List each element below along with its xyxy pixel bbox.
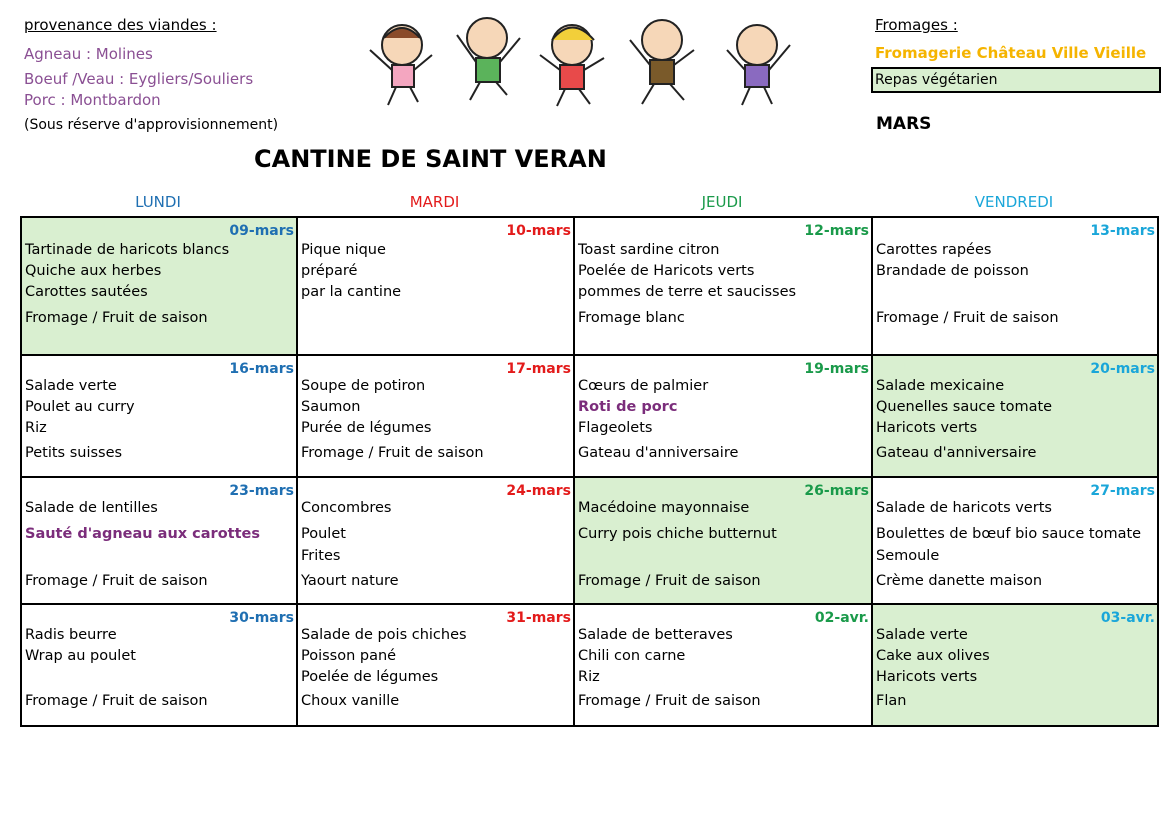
menu-cell-vendredi	[872, 477, 1158, 604]
menu-cell-lundi	[21, 355, 297, 477]
menu-cell-jeudi	[574, 604, 872, 726]
menu-date: 26-mars	[804, 483, 869, 499]
menu-item: Poulet au curry	[25, 399, 135, 415]
week-row	[21, 477, 1158, 604]
week-row	[21, 604, 1158, 726]
menu-cell-mardi	[297, 217, 574, 355]
menu-item: Haricots verts	[876, 420, 978, 436]
menu-item: préparé	[301, 263, 358, 279]
menu-item: Tartinade de haricots blancs	[25, 242, 230, 258]
menu-date: 03-avr.	[1100, 610, 1155, 626]
menu-item: Poulet	[301, 526, 346, 542]
menu-date: 10-mars	[506, 223, 571, 239]
menu-item: Macédoine mayonnaise	[578, 500, 750, 516]
menu-item: Flan	[876, 693, 907, 709]
menu-cell-vendredi	[872, 604, 1158, 726]
menu-item: Curry pois chiche butternut	[578, 526, 777, 542]
menu-item: Radis beurre	[25, 627, 117, 643]
menu-item: Cake aux olives	[876, 648, 990, 664]
menu-date: 16-mars	[229, 361, 294, 377]
menu-item: Purée de légumes	[301, 420, 432, 436]
menu-item: Fromage / Fruit de saison	[876, 310, 1059, 326]
menu-item: Fromage / Fruit de saison	[25, 693, 208, 709]
menu-item: Cœurs de palmier	[578, 378, 709, 394]
menu-item: Quenelles sauce tomate	[876, 399, 1053, 415]
meat-origin-boeuf: Boeuf /Veau : Eygliers/Souliers	[24, 70, 254, 88]
menu-item: Fromage / Fruit de saison	[578, 693, 761, 709]
menu-item: Poelée de Haricots verts	[578, 263, 755, 279]
menu-date: 09-mars	[229, 223, 294, 239]
menu-item: Wrap au poulet	[25, 648, 136, 664]
menu-date: 30-mars	[229, 610, 294, 626]
menu-item: Gateau d'anniversaire	[578, 445, 739, 461]
menu-cell-mardi	[297, 604, 574, 726]
menu-cell-vendredi	[872, 355, 1158, 477]
menu-cell-mardi	[297, 477, 574, 604]
menu-date: 27-mars	[1090, 483, 1155, 499]
kids-illustration	[362, 10, 802, 110]
menu-item: Fromage / Fruit de saison	[25, 573, 208, 589]
menu-item: Concombres	[301, 500, 392, 516]
menu-item: Boulettes de bœuf bio sauce tomate	[876, 526, 1142, 542]
meat-origin-porc: Porc : Montbardon	[24, 91, 161, 109]
vegetarian-legend: Repas végétarien	[871, 67, 1161, 93]
menu-item: Carottes sautées	[25, 284, 148, 300]
menu-item: Choux vanille	[301, 693, 400, 709]
day-header-jeudi: JEUDI	[701, 193, 743, 211]
day-header-lundi: LUNDI	[135, 193, 181, 211]
menu-item: Salade de haricots verts	[876, 500, 1052, 516]
menu-item: Salade de pois chiches	[301, 627, 467, 643]
menu-cell-lundi	[21, 217, 297, 355]
menu-cell-lundi	[21, 604, 297, 726]
menu-item: Riz	[25, 420, 47, 436]
menu-item: Petits suisses	[25, 445, 123, 461]
menu-item: Salade verte	[876, 627, 968, 643]
provenance-title: provenance des viandes :	[24, 16, 217, 34]
menu-cell-jeudi	[574, 217, 872, 355]
menu-date: 20-mars	[1090, 361, 1155, 377]
menu-date: 02-avr.	[814, 610, 869, 626]
menu-item: Sauté d'agneau aux carottes	[25, 526, 260, 542]
menu-item: Brandade de poisson	[876, 263, 1029, 279]
menu-cell-jeudi	[574, 477, 872, 604]
menu-item: Salade de lentilles	[25, 500, 158, 516]
menu-item: Chili con carne	[578, 648, 686, 664]
menu-item: pommes de terre et saucisses	[578, 284, 797, 300]
day-header-mardi: MARDI	[409, 193, 460, 211]
menu-date: 24-mars	[506, 483, 571, 499]
menu-date: 17-mars	[506, 361, 571, 377]
menu-item: Salade verte	[25, 378, 117, 394]
menu-item: Fromage blanc	[578, 310, 685, 326]
menu-cell-lundi	[21, 477, 297, 604]
menu-item: Soupe de potiron	[301, 378, 426, 394]
menu-item: Carottes rapées	[876, 242, 992, 258]
menu-item: Flageolets	[578, 420, 653, 436]
menu-cell-vendredi	[872, 217, 1158, 355]
menu-item: Fromage / Fruit de saison	[578, 573, 761, 589]
menu-cell-mardi	[297, 355, 574, 477]
day-header-vendredi: VENDREDI	[974, 193, 1054, 211]
menu-item: Poisson pané	[301, 648, 397, 664]
week-row	[21, 217, 1158, 355]
menu-date: 13-mars	[1090, 223, 1155, 239]
month-label: MARS	[876, 114, 932, 134]
menu-date: 19-mars	[804, 361, 869, 377]
menu-date: 23-mars	[229, 483, 294, 499]
menu-item: Riz	[578, 669, 600, 685]
menu-table	[20, 216, 1159, 727]
menu-item: Toast sardine citron	[578, 242, 720, 258]
fromagerie-name: Fromagerie Château Ville Vieille	[875, 44, 1147, 62]
menu-item: Haricots verts	[876, 669, 978, 685]
menu-item: Crème danette maison	[876, 573, 1043, 589]
menu-item: Fromage / Fruit de saison	[25, 310, 208, 326]
fromages-title: Fromages :	[875, 16, 958, 34]
menu-item: Salade de betteraves	[578, 627, 733, 643]
menu-item: Yaourt nature	[301, 573, 399, 589]
supply-disclaimer: (Sous réserve d'approvisionnement)	[24, 117, 279, 133]
menu-item: Roti de porc	[578, 399, 678, 415]
menu-item: Semoule	[876, 548, 940, 564]
menu-cell-jeudi	[574, 355, 872, 477]
menu-date: 31-mars	[506, 610, 571, 626]
menu-item: Salade mexicaine	[876, 378, 1005, 394]
menu-date: 12-mars	[804, 223, 869, 239]
menu-item: Poelée de légumes	[301, 669, 439, 685]
page-title: CANTINE DE SAINT VERAN	[254, 145, 607, 173]
menu-item: Fromage / Fruit de saison	[301, 445, 484, 461]
menu-item: Frites	[301, 548, 341, 564]
week-row	[21, 355, 1158, 477]
meat-origin-agneau: Agneau : Molines	[24, 45, 153, 63]
menu-item: Saumon	[301, 399, 361, 415]
menu-item: Pique nique	[301, 242, 386, 258]
menu-item: par la cantine	[301, 284, 402, 300]
menu-item: Quiche aux herbes	[25, 263, 162, 279]
menu-item: Gateau d'anniversaire	[876, 445, 1037, 461]
